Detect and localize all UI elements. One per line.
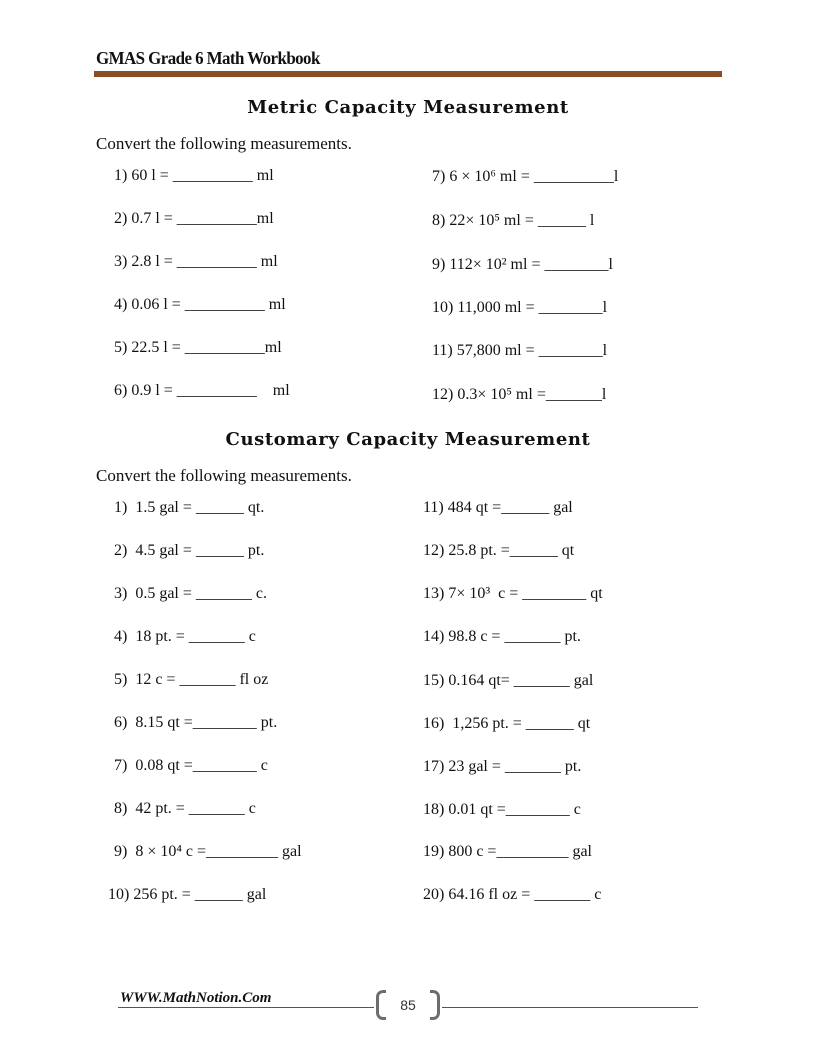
customary-problem-2: 2) 4.5 gal = ______ pt. <box>114 542 265 559</box>
customary-section-title: Customary Capacity Measurement <box>225 429 591 450</box>
customary-problem-11: 11) 484 qt =______ gal <box>423 499 573 516</box>
metric-problem-10: 10) 11,000 ml = ________l <box>432 299 608 316</box>
header-title: GMAS Grade 6 Math Workbook <box>96 48 320 68</box>
customary-problem-9: 9) 8 × 10⁴ c =_________ gal <box>114 843 302 860</box>
customary-problem-14: 14) 98.8 c = _______ pt. <box>423 628 581 645</box>
metric-problem-11: 11) 57,800 ml = ________l <box>432 342 608 359</box>
customary-problem-3: 3) 0.5 gal = _______ c. <box>114 585 267 602</box>
metric-problem-2: 2) 0.7 l = __________ml <box>114 210 274 227</box>
footer-website: WWW.MathNotion.Com <box>120 990 272 1006</box>
customary-problem-8: 8) 42 pt. = _______ c <box>114 800 256 817</box>
customary-problem-1: 1) 1.5 gal = ______ qt. <box>114 499 265 516</box>
page-bracket-right <box>430 990 440 1020</box>
metric-problem-1: 1) 60 l = __________ ml <box>114 167 274 184</box>
customary-problem-13: 13) 7× 10³ c = ________ qt <box>423 585 603 602</box>
customary-problem-10: 10) 256 pt. = ______ gal <box>108 886 267 903</box>
customary-problem-7: 7) 0.08 qt =________ c <box>114 757 268 774</box>
metric-problem-3: 3) 2.8 l = __________ ml <box>114 253 278 270</box>
metric-instruction: Convert the following measurements. <box>96 134 352 153</box>
metric-problem-7: 7) 6 × 10⁶ ml = __________l <box>432 168 619 185</box>
customary-problem-4: 4) 18 pt. = _______ c <box>114 628 256 645</box>
customary-problem-12: 12) 25.8 pt. =______ qt <box>423 542 575 559</box>
footer-rule-right <box>442 1007 698 1008</box>
metric-section-title: Metric Capacity Measurement <box>247 97 569 118</box>
metric-problem-12: 12) 0.3× 10⁵ ml =_______l <box>432 386 607 403</box>
metric-problem-8: 8) 22× 10⁵ ml = ______ l <box>432 212 595 229</box>
metric-problem-6: 6) 0.9 l = __________ ml <box>114 382 290 399</box>
header-rule <box>94 71 722 77</box>
customary-problem-20: 20) 64.16 fl oz = _______ c <box>423 886 602 903</box>
customary-problem-15: 15) 0.164 qt= _______ gal <box>423 672 594 689</box>
metric-problem-9: 9) 112× 10² ml = ________l <box>432 256 613 273</box>
customary-problem-16: 16) 1,256 pt. = ______ qt <box>423 715 591 732</box>
customary-problem-18: 18) 0.01 qt =________ c <box>423 801 581 818</box>
footer-rule-left <box>118 1007 374 1008</box>
page-number: 85 <box>400 997 416 1013</box>
customary-instruction: Convert the following measurements. <box>96 466 352 485</box>
customary-problem-19: 19) 800 c =_________ gal <box>423 843 592 860</box>
page-bracket-left <box>376 990 386 1020</box>
metric-problem-4: 4) 0.06 l = __________ ml <box>114 296 286 313</box>
metric-problem-5: 5) 22.5 l = __________ml <box>114 339 282 356</box>
customary-problem-17: 17) 23 gal = _______ pt. <box>423 758 582 775</box>
customary-problem-6: 6) 8.15 qt =________ pt. <box>114 714 278 731</box>
customary-problem-5: 5) 12 c = _______ fl oz <box>114 671 269 688</box>
